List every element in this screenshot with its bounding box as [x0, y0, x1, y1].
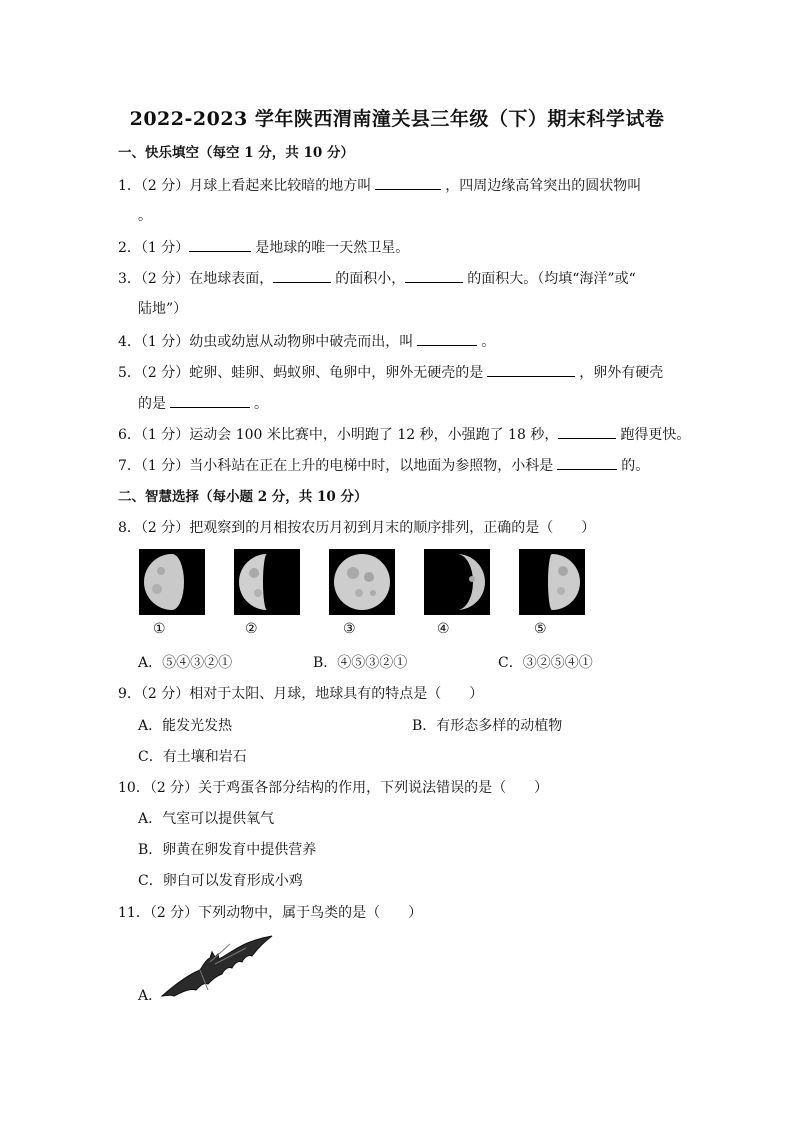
q3-text-post: 的面积大。（均填“海洋”或“: [467, 271, 636, 287]
q3-continuation: 陆地”）: [138, 301, 188, 317]
section-heading-fill-blank: 一、快乐填空（每空 1 分，共 10 分）: [118, 145, 354, 161]
q10-option-c[interactable]: C．卵白可以发育形成小鸡: [138, 873, 303, 889]
question-6: [118, 424, 690, 445]
answer-blank[interactable]: [557, 455, 617, 470]
moon-phase-image-1: [139, 549, 205, 615]
q2-text-pre: 2．（1 分）: [118, 240, 190, 256]
moon-label-3: ③: [343, 621, 356, 637]
moon-label-5: ⑤: [534, 621, 547, 637]
moon-label-2: ②: [245, 621, 258, 637]
q5-text-cont-pre: 的是: [138, 396, 166, 412]
question-2: [118, 237, 409, 258]
question-5: [118, 362, 663, 383]
answer-blank[interactable]: [375, 175, 441, 190]
question-10: 10．（2 分）关于鸡蛋各部分结构的作用，下列说法错误的是（ ）: [118, 780, 549, 796]
page-title: 2022-2023 学年陕西渭南潼关县三年级（下）期末科学试卷: [129, 108, 665, 130]
answer-blank[interactable]: [273, 268, 331, 283]
q4-text-pre: 4．（1 分）幼虫或幼崽从动物卵中破壳而出，叫: [118, 334, 414, 350]
answer-blank[interactable]: [405, 268, 463, 283]
question-9: 9．（2 分）相对于太阳、月球，地球具有的特点是（ ）: [118, 686, 484, 702]
q1-continuation: 。: [138, 208, 152, 224]
q9-option-b[interactable]: B．有形态多样的动植物: [412, 718, 563, 734]
q6-text-pre: 6．（1 分）运动会 100 米比赛中，小明跑了 12 秒，小强跑了 18 秒，: [118, 427, 559, 443]
answer-blank[interactable]: [558, 424, 616, 439]
moon-phase-image-4: [424, 549, 490, 615]
question-1: [118, 175, 641, 196]
question-11: 11．（2 分）下列动物中，属于鸟类的是（ ）: [118, 905, 423, 921]
question-4: [118, 331, 495, 352]
q11-option-a[interactable]: A．: [138, 988, 163, 1004]
q9-option-c[interactable]: C．有土壤和岩石: [138, 749, 247, 765]
q6-text-post: 跑得更快。: [620, 427, 691, 443]
moon-phase-image-2: [234, 549, 300, 615]
q9-option-a[interactable]: A．能发光发热: [138, 718, 233, 734]
answer-blank[interactable]: [417, 331, 477, 346]
q8-option-c[interactable]: C．③②⑤④①: [498, 655, 593, 671]
answer-blank[interactable]: [487, 362, 575, 377]
question-8: 8．（2 分）把观察到的月相按农历月初到月末的顺序排列，正确的是（ ）: [118, 520, 596, 536]
question-7: [118, 455, 649, 476]
moon-phase-image-5: [519, 549, 585, 615]
q7-text-pre: 7．（1 分）当小科站在正在上升的电梯中时，以地面为参照物，小科是: [118, 458, 554, 474]
section-heading-multiple-choice: 二、智慧选择（每小题 2 分，共 10 分）: [118, 489, 368, 505]
q2-text-post: 是地球的唯一天然卫星。: [255, 240, 410, 256]
q3-text-pre: 3．（2 分）在地球表面，: [118, 271, 274, 287]
moon-label-4: ④: [437, 621, 450, 637]
q5-text-pre: 5．（2 分）蛇卵、蛙卵、蚂蚁卵、龟卵中，卵外无硬壳的是: [118, 365, 484, 381]
q7-text-post: 的。: [621, 458, 650, 474]
q5-text-cont-post: 。: [254, 396, 268, 412]
q1-text-post: ，四周边缘高耸突出的圆状物叫: [445, 178, 642, 194]
q8-option-b[interactable]: B．④⑤③②①: [313, 655, 408, 671]
q1-text-pre: 1．（2 分）月球上看起来比较暗的地方叫: [118, 178, 372, 194]
answer-blank[interactable]: [189, 237, 251, 252]
q10-option-b[interactable]: B．卵黄在卵发育中提供营养: [138, 842, 317, 858]
answer-blank[interactable]: [170, 393, 250, 408]
moon-phase-image-3: [329, 549, 395, 615]
q5-continuation: [138, 393, 268, 414]
q10-option-a[interactable]: A．气室可以提供氧气: [138, 811, 275, 827]
q3-text-mid: 的面积小，: [335, 271, 406, 287]
question-3: [118, 268, 636, 289]
q5-text-post: ，卵外有硬壳: [579, 365, 664, 381]
q8-option-a[interactable]: A．⑤④③②①: [138, 655, 233, 671]
bat-image: [160, 934, 275, 1004]
moon-label-1: ①: [153, 621, 166, 637]
q4-text-post: 。: [481, 334, 496, 350]
